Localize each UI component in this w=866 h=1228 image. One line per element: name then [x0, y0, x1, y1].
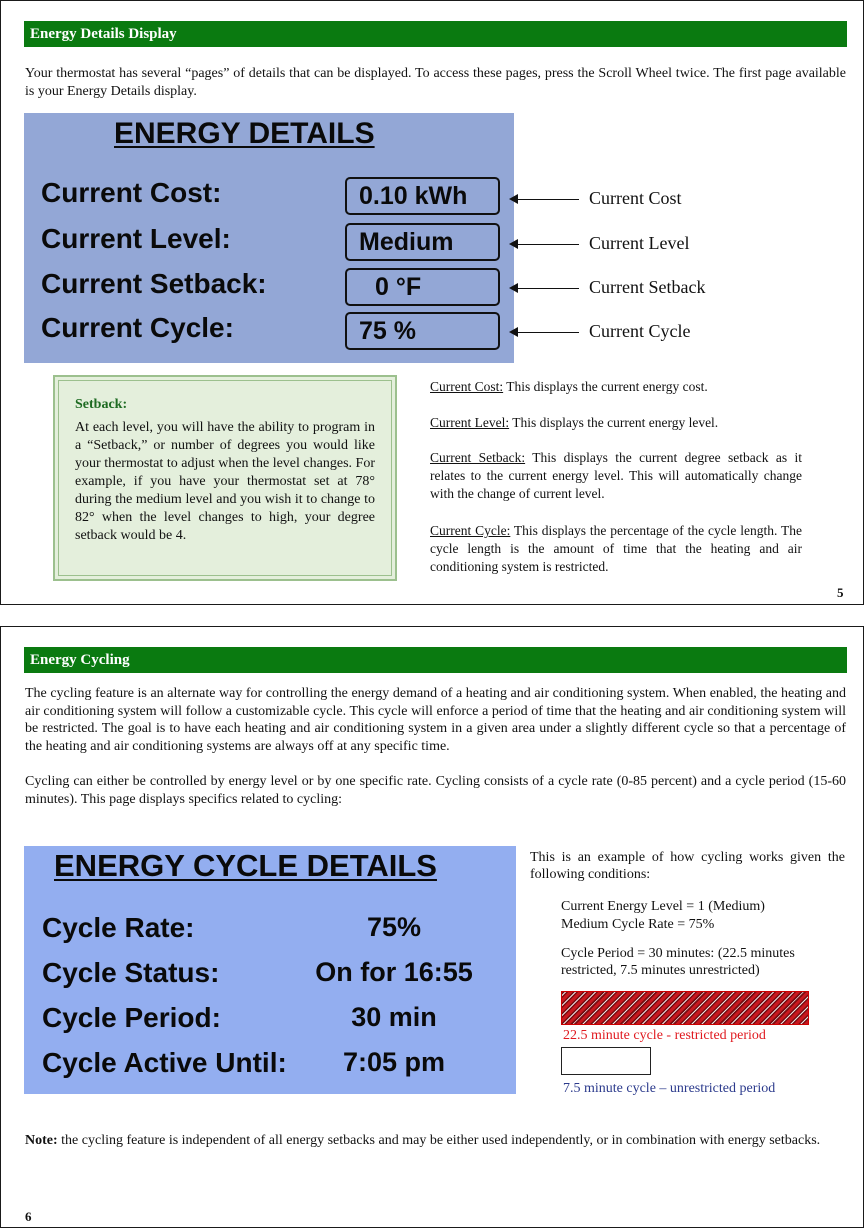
cycle-period-label: Cycle Period: — [42, 1002, 221, 1033]
definition-text: This displays the current degree setback as it relates to the current energy level. This will automatically change with the change of current level. — [430, 450, 802, 501]
setback-info-box — [53, 375, 397, 581]
manual-page-5 — [0, 0, 864, 605]
section-heading: Energy Details Display — [24, 21, 847, 47]
setback-text: At each level, you will have the ability to program in a “Setback,” or number of degrees you would like your thermostat to adjust when the level changes. For example, if you have your thermostat set at 78° during the medium level and you wish it to change to 82° when the level changes to high, your degree setback would be 4. — [75, 420, 375, 543]
cycle-active-until-label: Cycle Active Until: — [42, 1047, 287, 1078]
screen-title: ENERGY DETAILS — [114, 117, 375, 150]
cycle-status-label: Cycle Status: — [42, 957, 220, 988]
callout-current-level: Current Level — [589, 233, 690, 253]
restricted-period-swatch — [561, 991, 809, 1025]
current-cycle-label: Current Cycle: — [41, 312, 234, 343]
energy-details-screen — [24, 113, 514, 363]
current-setback-value: 0 °F — [345, 268, 500, 306]
definition-current-setback — [430, 449, 802, 503]
definition-term: Current Cycle: — [430, 523, 511, 538]
restricted-period-label: 22.5 minute cycle - restricted period — [563, 1028, 766, 1043]
current-setback-label: Current Setback: — [41, 268, 267, 299]
note-text: the cycling feature is independent of all energy setbacks and may be either used independently, or in combination with energy setbacks. — [57, 1133, 821, 1148]
intro-paragraph: Your thermostat has several “pages” of details that can be displayed. To access these pages, press the Scroll Wheel twice. The first page available is your Energy Details display. — [25, 66, 846, 99]
definition-current-level — [430, 414, 802, 432]
cycling-paragraph: The cycling feature is an alternate way for controlling the energy demand of a heating and air conditioning system. When enabled, the heating and air conditioning system will follow a customizable cycle. This cycle will enforce a period of time that the heating and air conditioning system will be restricted. The goal is to have each heating and air conditioning system in a given area under a slightly different cycle so that a percentage of the heating and air conditioning systems are always off at any specific time. — [25, 686, 846, 754]
screen-title: ENERGY CYCLE DETAILS — [54, 848, 437, 883]
unrestricted-period-label: 7.5 minute cycle – unrestricted period — [563, 1081, 776, 1096]
example-intro: This is an example of how cycling works given the following conditions: — [530, 850, 845, 882]
setback-title: Setback: — [75, 397, 128, 412]
definition-current-cost — [430, 378, 802, 396]
unrestricted-period-swatch — [561, 1047, 651, 1075]
cycle-period-value: 30 min — [351, 1002, 437, 1032]
definition-text: This displays the current energy cost. — [503, 379, 708, 394]
current-level-label: Current Level: — [41, 223, 231, 254]
definition-term: Current Setback: — [430, 450, 526, 465]
definition-current-cycle — [430, 522, 802, 576]
cycle-status-value: On for 16:55 — [315, 957, 473, 987]
callout-current-cost: Current Cost — [589, 188, 682, 208]
definition-term: Current Level: — [430, 415, 510, 430]
page-number: 5 — [837, 585, 844, 600]
current-cost-value: 0.10 kWh — [345, 177, 500, 215]
energy-cycle-details-screen — [24, 846, 516, 1094]
current-level-value: Medium — [345, 223, 500, 261]
definition-term: Current Cost: — [430, 379, 504, 394]
manual-page-6 — [0, 626, 864, 1228]
definition-text: This displays the percentage of the cycle length. The cycle length is the amount of time that the heating and air conditioning system is restricted. — [430, 523, 802, 574]
current-cycle-value: 75 % — [345, 312, 500, 350]
page-number: 6 — [25, 1209, 32, 1224]
callout-current-setback: Current Setback — [589, 277, 706, 297]
cycle-active-until-value: 7:05 pm — [342, 1047, 446, 1077]
note-label: Note: — [25, 1133, 58, 1148]
cycle-rate-label: Cycle Rate: — [42, 912, 195, 943]
example-line: Cycle Period = 30 minutes: (22.5 minutes restricted, 7.5 minutes unrestricted) — [561, 946, 795, 978]
cycling-paragraph: Cycling can either be controlled by energy level or by one specific rate. Cycling consists of a cycle rate (0-85 percent) and a cycle period (15-60 minutes). This page displays specifics related to cycling: — [25, 774, 846, 807]
callout-current-cycle: Current Cycle — [589, 321, 691, 341]
note-paragraph — [25, 1132, 846, 1150]
example-line: Current Energy Level = 1 (Medium) — [561, 899, 765, 914]
example-line: Medium Cycle Rate = 75% — [561, 917, 715, 932]
definition-text: This displays the current energy level. — [509, 415, 719, 430]
current-cost-label: Current Cost: — [41, 177, 222, 208]
section-heading: Energy Cycling — [24, 647, 847, 673]
cycle-rate-value: 75% — [366, 912, 422, 942]
